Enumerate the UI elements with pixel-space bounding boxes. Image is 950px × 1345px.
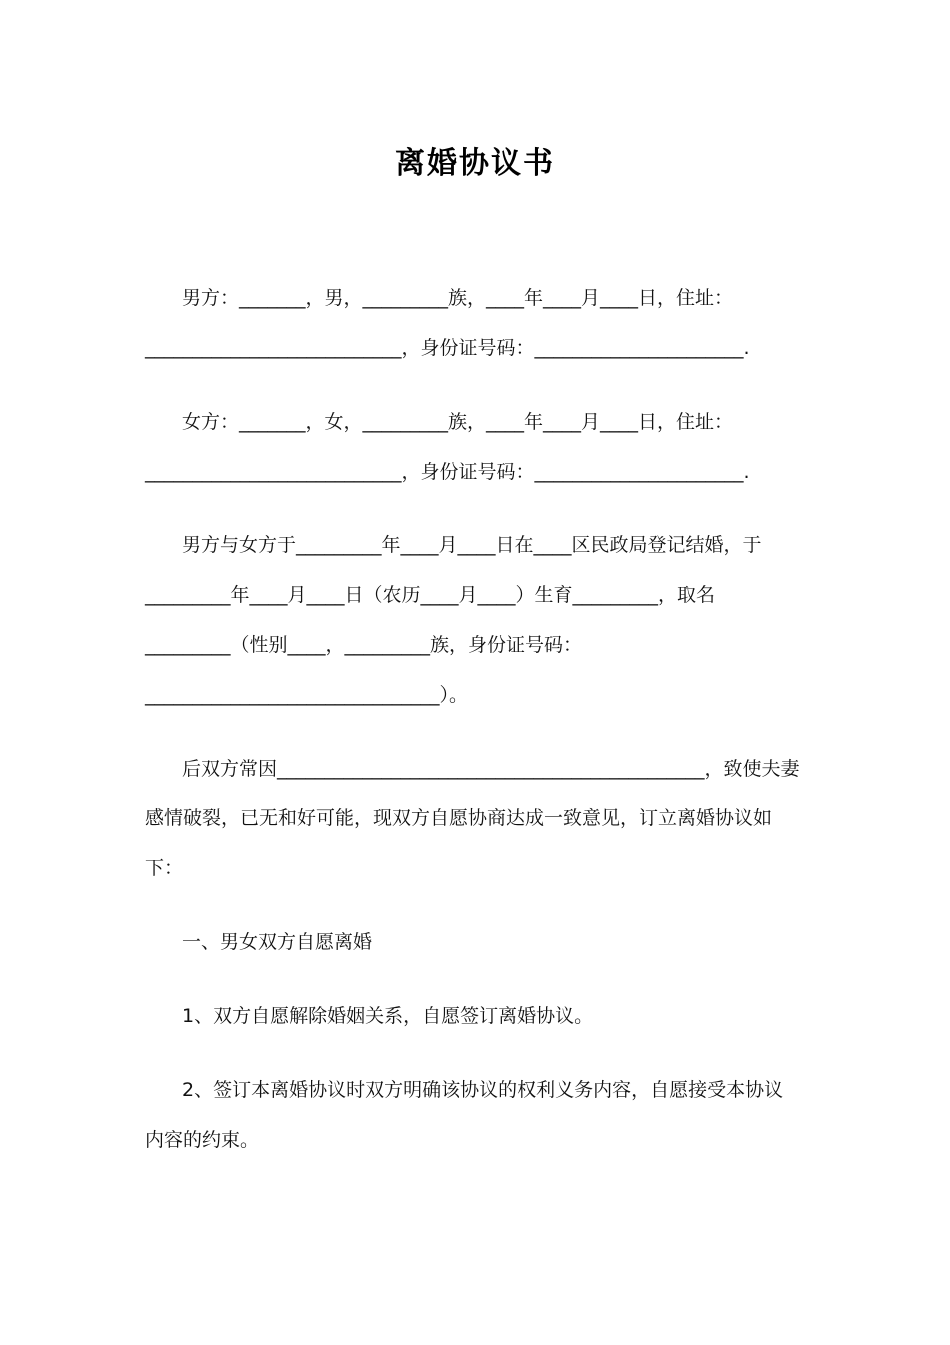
clause-2-line-2: 内容的约束。 <box>145 1129 260 1151</box>
document-title: 离婚协议书 <box>395 146 555 181</box>
female-party-line-2: ___________________________，身份证号码：______________________. <box>145 461 750 483</box>
marriage-info-line-2: _________年____月____日（农历____月____）生育_________，取名 <box>145 584 716 606</box>
reason-line-2: 感情破裂，已无和好可能，现双方自愿协商达成一致意见，订立离婚协议如 <box>145 807 773 829</box>
marriage-info-line-3: _________（性别____，_________族，身份证号码： <box>145 634 583 656</box>
male-party-line-2: ___________________________，身份证号码：______________________. <box>145 337 750 359</box>
reason-line-3: 下： <box>145 857 184 879</box>
male-party-line-1: 男方：_______，男，_________族，____年____月____日，住址： <box>182 287 734 309</box>
reason-line-1: 后双方常因_____________________________________________，致使夫妻 <box>182 758 800 780</box>
marriage-info-line-1: 男方与女方于_________年____月____日在____区民政局登记结婚，于 <box>182 534 762 556</box>
female-party-line-1: 女方：_______，女，_________族，____年____月____日，住址： <box>182 411 734 433</box>
marriage-info-line-4: _______________________________）。 <box>145 684 469 706</box>
clause-1: 1、双方自愿解除婚姻关系，自愿签订离婚协议。 <box>182 1005 594 1027</box>
clause-2-line-1: 2、签订本离婚协议时双方明确该协议的权利义务内容，自愿接受本协议 <box>182 1079 784 1101</box>
section-heading-1: 一、男女双方自愿离婚 <box>182 931 373 953</box>
